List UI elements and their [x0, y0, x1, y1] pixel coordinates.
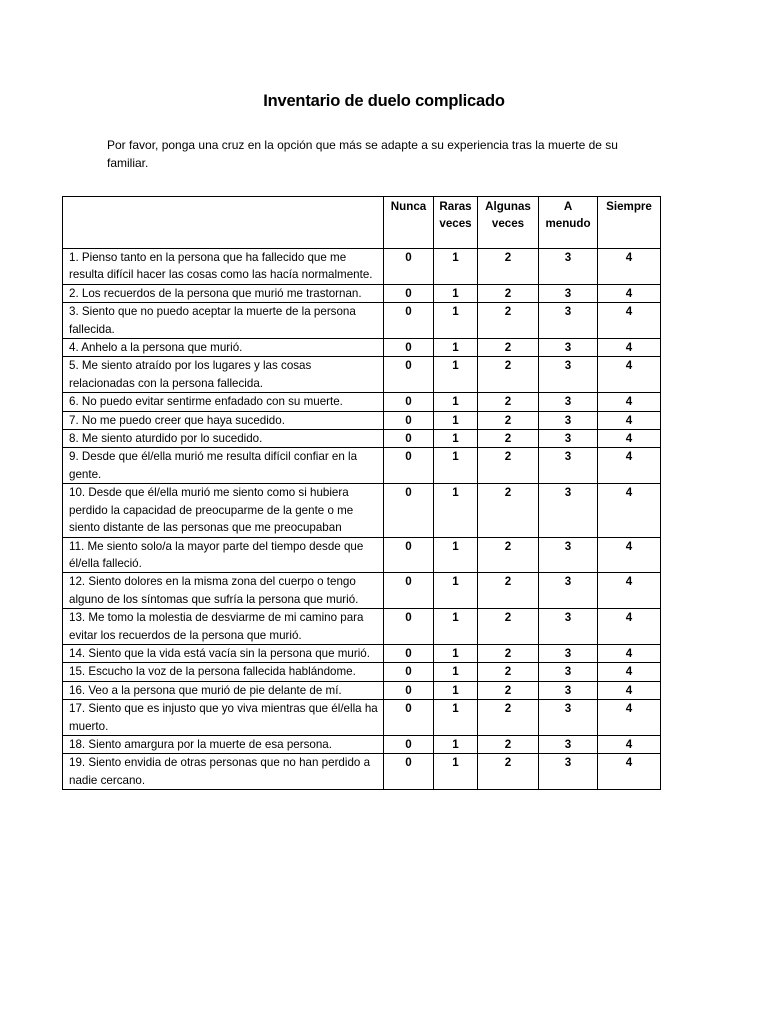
- score-nunca-option[interactable]: 0: [384, 681, 434, 699]
- item-text: 2. Los recuerdos de la persona que murió me trastornan.: [63, 284, 384, 302]
- score-a-menudo-option[interactable]: 3: [539, 609, 598, 645]
- table-row: [63, 537, 661, 573]
- score-nunca-option[interactable]: 0: [384, 754, 434, 790]
- table-row: [63, 411, 661, 429]
- score-a-menudo-option[interactable]: 3: [539, 484, 598, 537]
- score-a-menudo-option[interactable]: 3: [539, 339, 598, 357]
- score-raras-veces-option[interactable]: 1: [434, 573, 478, 609]
- score-raras-veces-option[interactable]: 1: [434, 393, 478, 411]
- score-siempre-option[interactable]: 4: [598, 303, 661, 339]
- score-siempre-option[interactable]: 4: [598, 339, 661, 357]
- score-algunas-veces-option[interactable]: 2: [478, 393, 539, 411]
- table-row: [63, 284, 661, 302]
- table-row: [63, 339, 661, 357]
- score-raras-veces-option[interactable]: 1: [434, 609, 478, 645]
- page-title: Inventario de duelo complicado: [263, 92, 505, 110]
- score-algunas-veces-option[interactable]: 2: [478, 609, 539, 645]
- score-algunas-veces-option[interactable]: 2: [478, 411, 539, 429]
- score-a-menudo-option[interactable]: 3: [539, 644, 598, 662]
- score-nunca-option[interactable]: 0: [384, 609, 434, 645]
- item-text: 10. Desde que él/ella murió me siento como si hubiera perdido la capacidad de preocuparme de la gente o me siento distante de las personas que me preocupaban: [63, 484, 384, 537]
- item-text: 17. Siento que es injusto que yo viva mientras que él/ella ha muerto.: [63, 700, 384, 736]
- score-algunas-veces-option[interactable]: 2: [478, 339, 539, 357]
- table-row: [63, 484, 661, 537]
- score-nunca-option[interactable]: 0: [384, 339, 434, 357]
- score-a-menudo-option[interactable]: 3: [539, 663, 598, 681]
- score-siempre-option[interactable]: 4: [598, 357, 661, 393]
- item-text: 9. Desde que él/ella murió me resulta difícil confiar en la gente.: [63, 448, 384, 484]
- score-raras-veces-option[interactable]: 1: [434, 663, 478, 681]
- item-text: 3. Siento que no puedo aceptar la muerte de la persona fallecida.: [63, 303, 384, 339]
- item-text: 15. Escucho la voz de la persona fallecida hablándome.: [63, 663, 384, 681]
- table-row: [63, 700, 661, 736]
- table-row: [63, 448, 661, 484]
- table-row: [63, 393, 661, 411]
- score-a-menudo-option[interactable]: 3: [539, 393, 598, 411]
- score-algunas-veces-option[interactable]: 2: [478, 448, 539, 484]
- score-siempre-option[interactable]: 4: [598, 411, 661, 429]
- table-row: [63, 644, 661, 662]
- header-raras-veces: Raras veces: [434, 197, 478, 249]
- score-algunas-veces-option[interactable]: 2: [478, 681, 539, 699]
- item-text: 7. No me puedo creer que haya sucedido.: [63, 411, 384, 429]
- score-nunca-option[interactable]: 0: [384, 411, 434, 429]
- score-raras-veces-option[interactable]: 1: [434, 339, 478, 357]
- score-nunca-option[interactable]: 0: [384, 393, 434, 411]
- score-a-menudo-option[interactable]: 3: [539, 573, 598, 609]
- score-algunas-veces-option[interactable]: 2: [478, 249, 539, 285]
- score-algunas-veces-option[interactable]: 2: [478, 284, 539, 302]
- score-a-menudo-option[interactable]: 3: [539, 700, 598, 736]
- table-row: [63, 681, 661, 699]
- score-siempre-option[interactable]: 4: [598, 700, 661, 736]
- score-nunca-option[interactable]: 0: [384, 303, 434, 339]
- score-siempre-option[interactable]: 4: [598, 249, 661, 285]
- table-row: [63, 249, 661, 285]
- score-a-menudo-option[interactable]: 3: [539, 430, 598, 448]
- item-text: 6. No puedo evitar sentirme enfadado con su muerte.: [63, 393, 384, 411]
- header-algunas-veces: Algunas veces: [478, 197, 539, 249]
- score-a-menudo-option[interactable]: 3: [539, 537, 598, 573]
- score-nunca-option[interactable]: 0: [384, 430, 434, 448]
- table-row: [63, 754, 661, 790]
- item-text: 1. Pienso tanto en la persona que ha fallecido que me resulta difícil hacer las cosas como las hacía normalmente.: [63, 249, 384, 285]
- score-siempre-option[interactable]: 4: [598, 663, 661, 681]
- item-text: 8. Me siento aturdido por lo sucedido.: [63, 430, 384, 448]
- table-row: [63, 430, 661, 448]
- score-siempre-option[interactable]: 4: [598, 754, 661, 790]
- score-raras-veces-option[interactable]: 1: [434, 735, 478, 753]
- score-a-menudo-option[interactable]: 3: [539, 284, 598, 302]
- score-algunas-veces-option[interactable]: 2: [478, 537, 539, 573]
- score-siempre-option[interactable]: 4: [598, 681, 661, 699]
- score-a-menudo-option[interactable]: 3: [539, 754, 598, 790]
- score-nunca-option[interactable]: 0: [384, 644, 434, 662]
- score-nunca-option[interactable]: 0: [384, 448, 434, 484]
- inventory-table: [62, 196, 661, 790]
- score-nunca-option[interactable]: 0: [384, 700, 434, 736]
- score-algunas-veces-option[interactable]: 2: [478, 484, 539, 537]
- table-row: [63, 663, 661, 681]
- score-nunca-option[interactable]: 0: [384, 249, 434, 285]
- score-raras-veces-option[interactable]: 1: [434, 357, 478, 393]
- item-text: 11. Me siento solo/a la mayor parte del tiempo desde que él/ella falleció.: [63, 537, 384, 573]
- item-text: 12. Siento dolores en la misma zona del cuerpo o tengo alguno de los síntomas que sufría la persona que murió.: [63, 573, 384, 609]
- score-nunca-option[interactable]: 0: [384, 357, 434, 393]
- score-raras-veces-option[interactable]: 1: [434, 681, 478, 699]
- score-nunca-option[interactable]: 0: [384, 735, 434, 753]
- score-raras-veces-option[interactable]: 1: [434, 448, 478, 484]
- table-row: [63, 303, 661, 339]
- score-nunca-option[interactable]: 0: [384, 537, 434, 573]
- score-raras-veces-option[interactable]: 1: [434, 700, 478, 736]
- header-siempre: Siempre: [598, 197, 661, 249]
- item-text: 19. Siento envidia de otras personas que no han perdido a nadie cercano.: [63, 754, 384, 790]
- score-a-menudo-option[interactable]: 3: [539, 411, 598, 429]
- score-algunas-veces-option[interactable]: 2: [478, 430, 539, 448]
- table-header-row: [63, 197, 661, 249]
- score-raras-veces-option[interactable]: 1: [434, 537, 478, 573]
- score-siempre-option[interactable]: 4: [598, 735, 661, 753]
- table-row: [63, 735, 661, 753]
- score-algunas-veces-option[interactable]: 2: [478, 663, 539, 681]
- score-siempre-option[interactable]: 4: [598, 393, 661, 411]
- score-nunca-option[interactable]: 0: [384, 573, 434, 609]
- header-a-menudo: A menudo: [539, 197, 598, 249]
- score-siempre-option[interactable]: 4: [598, 573, 661, 609]
- score-algunas-veces-option[interactable]: 2: [478, 700, 539, 736]
- item-text: 5. Me siento atraído por los lugares y las cosas relacionadas con la persona fallecida.: [63, 357, 384, 393]
- score-raras-veces-option[interactable]: 1: [434, 430, 478, 448]
- score-siempre-option[interactable]: 4: [598, 537, 661, 573]
- table-row: [63, 609, 661, 645]
- item-text: 13. Me tomo la molestia de desviarme de mi camino para evitar los recuerdos de la persona que murió.: [63, 609, 384, 645]
- score-nunca-option[interactable]: 0: [384, 663, 434, 681]
- score-algunas-veces-option[interactable]: 2: [478, 357, 539, 393]
- score-siempre-option[interactable]: 4: [598, 430, 661, 448]
- score-a-menudo-option[interactable]: 3: [539, 681, 598, 699]
- score-algunas-veces-option[interactable]: 2: [478, 303, 539, 339]
- header-nunca: Nunca: [384, 197, 434, 249]
- score-siempre-option[interactable]: 4: [598, 484, 661, 537]
- item-text: 16. Veo a la persona que murió de pie delante de mí.: [63, 681, 384, 699]
- score-raras-veces-option[interactable]: 1: [434, 411, 478, 429]
- score-algunas-veces-option[interactable]: 2: [478, 644, 539, 662]
- table-row: [63, 357, 661, 393]
- score-algunas-veces-option[interactable]: 2: [478, 573, 539, 609]
- score-a-menudo-option[interactable]: 3: [539, 735, 598, 753]
- score-raras-veces-option[interactable]: 1: [434, 249, 478, 285]
- score-a-menudo-option[interactable]: 3: [539, 303, 598, 339]
- score-raras-veces-option[interactable]: 1: [434, 484, 478, 537]
- table-row: [63, 573, 661, 609]
- score-siempre-option[interactable]: 4: [598, 448, 661, 484]
- score-raras-veces-option[interactable]: 1: [434, 284, 478, 302]
- score-nunca-option[interactable]: 0: [384, 484, 434, 537]
- score-a-menudo-option[interactable]: 3: [539, 249, 598, 285]
- score-raras-veces-option[interactable]: 1: [434, 303, 478, 339]
- score-algunas-veces-option[interactable]: 2: [478, 735, 539, 753]
- score-algunas-veces-option[interactable]: 2: [478, 754, 539, 790]
- header-blank: [63, 197, 384, 249]
- score-raras-veces-option[interactable]: 1: [434, 754, 478, 790]
- score-siempre-option[interactable]: 4: [598, 609, 661, 645]
- item-text: 14. Siento que la vida está vacía sin la persona que murió.: [63, 644, 384, 662]
- score-siempre-option[interactable]: 4: [598, 644, 661, 662]
- score-nunca-option[interactable]: 0: [384, 284, 434, 302]
- score-raras-veces-option[interactable]: 1: [434, 644, 478, 662]
- score-a-menudo-option[interactable]: 3: [539, 357, 598, 393]
- score-a-menudo-option[interactable]: 3: [539, 448, 598, 484]
- instructions-text: Por favor, ponga una cruz en la opción que más se adapte a su experiencia tras la muerte de su familiar.: [107, 138, 618, 170]
- score-siempre-option[interactable]: 4: [598, 284, 661, 302]
- item-text: 18. Siento amargura por la muerte de esa persona.: [63, 735, 384, 753]
- item-text: 4. Anhelo a la persona que murió.: [63, 339, 384, 357]
